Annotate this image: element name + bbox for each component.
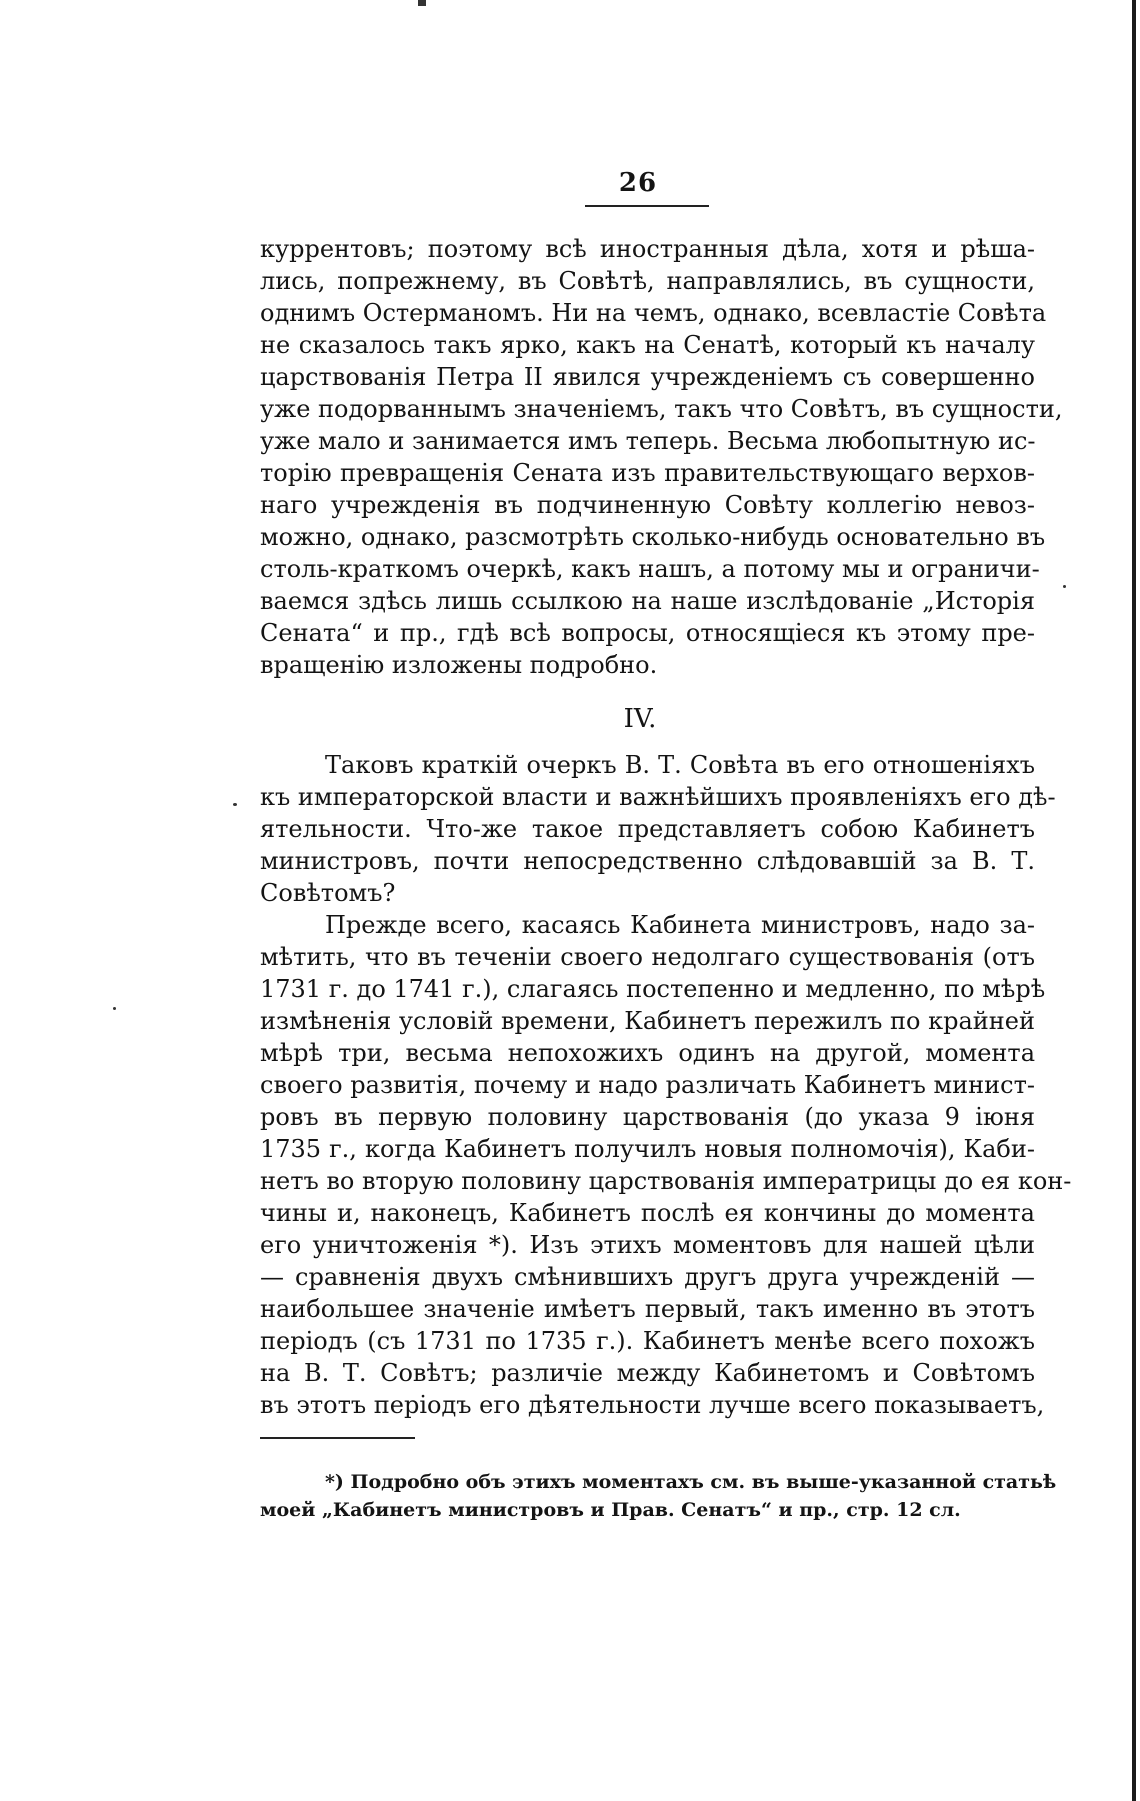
- paragraph-line: Совѣтомъ?: [260, 879, 396, 907]
- paragraph-line: можно, однако, разсмотрѣть сколько-нибудь основательно въ: [260, 523, 1046, 551]
- paragraph-line: періодъ (съ 1731 по 1735 г.). Кабинетъ менѣе всего похожъ: [260, 1327, 1035, 1355]
- paragraph-line: къ императорской власти и важнѣйшихъ проявленіяхъ его дѣ-: [260, 783, 1056, 811]
- paragraph-line: мѣрѣ три, весьма непохожихъ одинъ на другой, момента: [260, 1039, 1035, 1067]
- scan-mark: [418, 0, 426, 6]
- paragraph-line: въ этотъ періодъ его дѣятельности лучше всего показываетъ,: [260, 1391, 1045, 1419]
- paragraph-line: министровъ, почти непосредственно слѣдовавшій за В. Т.: [260, 847, 1035, 875]
- paragraph-line: 1735 г., когда Кабинетъ получилъ новыя полномочія), Каби-: [260, 1135, 1035, 1163]
- paragraph-line: вращенію изложены подробно.: [260, 651, 658, 679]
- footnote-rule: [260, 1437, 415, 1439]
- paragraph-line: мѣтить, что въ теченіи своего недолгаго существованія (отъ: [260, 943, 1035, 971]
- paragraph-line: его уничтоженія *). Изъ этихъ моментовъ для нашей цѣли: [260, 1231, 1035, 1259]
- paragraph-line: торію превращенія Сената изъ правительствующаго верхов-: [260, 459, 1035, 487]
- page-number: 26: [618, 168, 658, 198]
- paragraph-line: однимъ Остерманомъ. Ни на чемъ, однако, всевластіе Совѣта: [260, 299, 1047, 327]
- footnote-line: *) Подробно объ этихъ моментахъ см. въ выше-указанной статьѣ: [325, 1471, 1057, 1493]
- paragraph-line: ятельности. Что-же такое представляетъ собою Кабинетъ: [260, 815, 1035, 843]
- paragraph-line: уже подорваннымъ значеніемъ, такъ что Совѣтъ, въ сущности,: [260, 395, 1063, 423]
- paragraph-line: Таковъ краткій очеркъ В. Т. Совѣта въ его отношеніяхъ: [325, 751, 1035, 779]
- paragraph-line: своего развитія, почему и надо различать Кабинетъ минист-: [260, 1071, 1035, 1099]
- header-rule: [585, 205, 709, 207]
- section-heading: IV.: [623, 704, 657, 734]
- paragraph-line: — сравненія двухъ смѣнившихъ другъ друга учрежденій —: [260, 1263, 1035, 1291]
- paragraph-line: столь-краткомъ очеркѣ, какъ нашъ, а потому мы и ограничи-: [260, 555, 1040, 583]
- footnote-line: моей „Кабинетъ министровъ и Прав. Сенатъ“ и пр., стр. 12 сл.: [260, 1499, 961, 1521]
- paragraph-line: на В. Т. Совѣтъ; различіе между Кабинетомъ и Совѣтомъ: [260, 1359, 1035, 1387]
- paragraph-line: уже мало и занимается имъ теперь. Весьма любопытную ис-: [260, 427, 1036, 455]
- scan-speck: [233, 803, 237, 806]
- paragraph-line: куррентовъ; поэтому всѣ иностранныя дѣла, хотя и рѣша-: [260, 235, 1035, 263]
- paragraph-line: чины и, наконецъ, Кабинетъ послѣ ея кончины до момента: [260, 1199, 1035, 1227]
- paragraph-line: ваемся здѣсь лишь ссылкою на наше изслѣдованіе „Исторія: [260, 587, 1035, 615]
- paragraph-line: царствованія Петра II явился учрежденіемъ съ совершенно: [260, 363, 1035, 391]
- paragraph-line: лись, попрежнему, въ Совѣтѣ, направлялись, въ сущности,: [260, 267, 1035, 295]
- paragraph-line: наго учрежденія въ подчиненную Совѣту коллегію невоз-: [260, 491, 1035, 519]
- paragraph-line: измѣненія условій времени, Кабинетъ пережилъ по крайней: [260, 1007, 1035, 1035]
- paragraph-line: наибольшее значеніе имѣетъ первый, такъ именно въ этотъ: [260, 1295, 1035, 1323]
- paragraph-line: 1731 г. до 1741 г.), слагаясь постепенно и медленно, по мѣрѣ: [260, 975, 1046, 1003]
- paragraph-line: Сената“ и пр., гдѣ всѣ вопросы, относящіеся къ этому пре-: [260, 619, 1035, 647]
- scan-speck: [1063, 585, 1066, 588]
- page-edge-shadow: [1132, 0, 1136, 1801]
- paragraph-line: Прежде всего, касаясь Кабинета министровъ, надо за-: [325, 911, 1035, 939]
- paragraph-line: не сказалось такъ ярко, какъ на Сенатѣ, который къ началу: [260, 331, 1035, 359]
- scan-speck: [113, 1007, 116, 1010]
- paragraph-line: ровъ въ первую половину царствованія (до указа 9 іюня: [260, 1103, 1035, 1131]
- paragraph-line: нетъ во вторую половину царствованія императрицы до ея кон-: [260, 1167, 1072, 1195]
